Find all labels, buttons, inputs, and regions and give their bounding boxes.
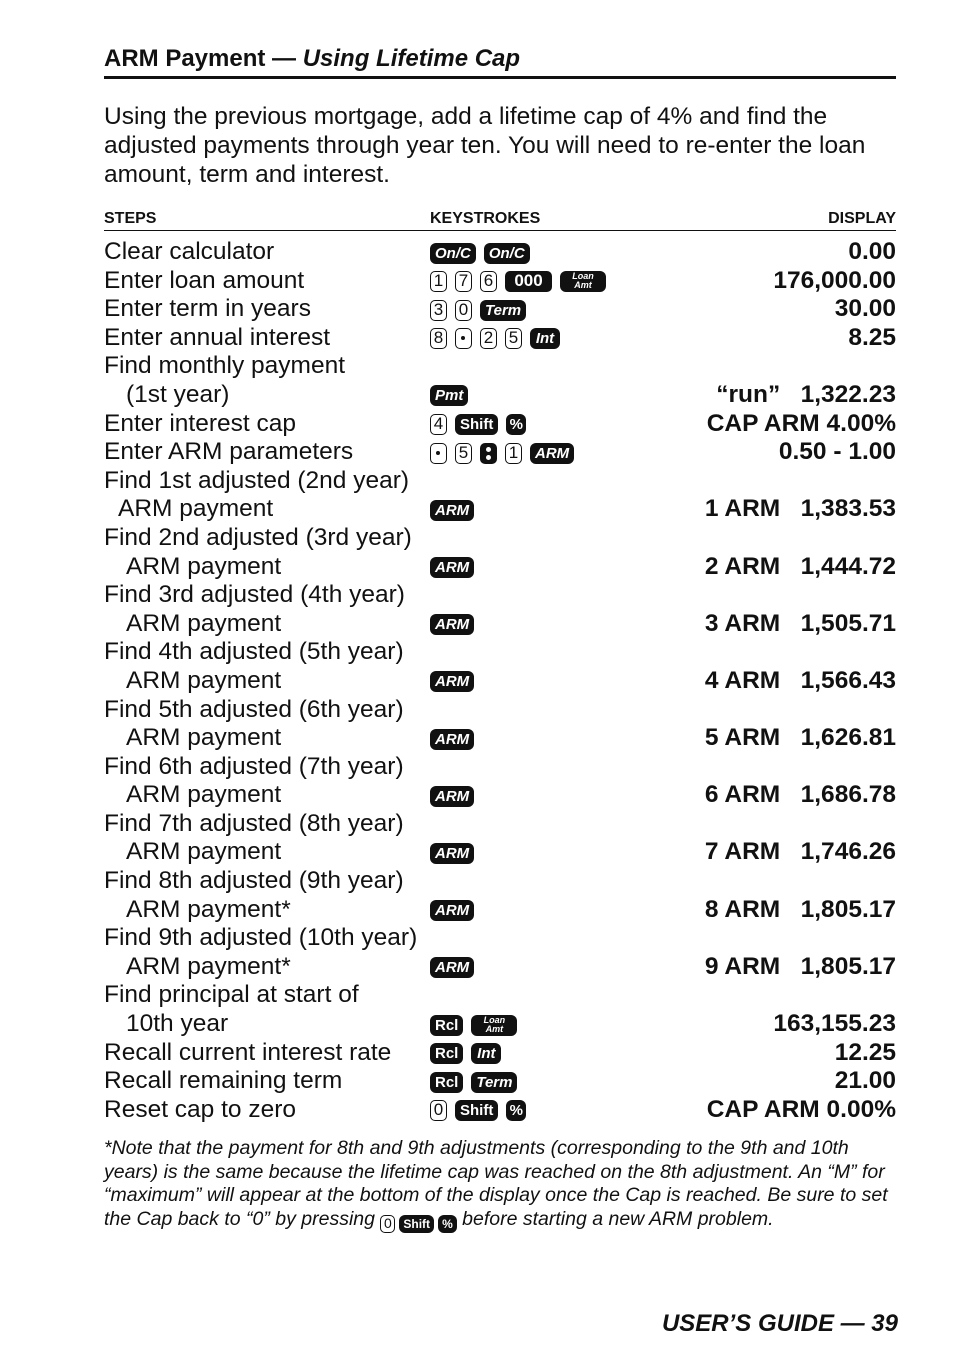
step-text: Find 5th adjusted (6th year)	[104, 695, 404, 723]
key-decimal-point	[455, 328, 472, 349]
page-footer: USER’S GUIDE — 39	[661, 1310, 898, 1337]
table-row	[104, 324, 896, 353]
table-row	[104, 638, 896, 667]
key-0: 0	[430, 1100, 447, 1121]
table-row	[104, 924, 896, 953]
step-text: Find 6th adjusted (7th year)	[104, 752, 404, 780]
key-colon-separator	[480, 443, 497, 464]
table-row	[104, 953, 896, 982]
step-text: ARM payment*	[126, 952, 291, 980]
display-value: 5 ARM 1,626.81	[704, 724, 896, 752]
step-text: Find principal at start of	[104, 981, 359, 1009]
step-text: 10th year	[126, 1010, 229, 1038]
display-value: 163,155.23	[773, 1010, 896, 1038]
key-0: 0	[380, 1215, 395, 1233]
keystrokes	[430, 784, 474, 808]
step-text: ARM payment	[126, 724, 282, 752]
table-row	[104, 838, 896, 867]
display-value: 8 ARM 1,805.17	[704, 895, 896, 923]
key-loan-label: Loan	[572, 271, 594, 282]
key-term: Term	[471, 1072, 517, 1093]
table-row	[104, 581, 896, 610]
display-value: 8.25	[848, 323, 896, 351]
display-value: 3 ARM 1,505.71	[704, 609, 896, 637]
keystrokes	[430, 956, 474, 980]
table-row	[104, 410, 896, 439]
table-row	[104, 1039, 896, 1068]
keystrokes	[430, 441, 574, 465]
footnote-keys	[380, 1215, 456, 1233]
keystrokes	[430, 298, 526, 322]
keystrokes	[430, 413, 526, 437]
keystrokes	[430, 384, 468, 408]
keystrokes	[430, 1042, 501, 1066]
step-text: ARM payment	[118, 495, 274, 523]
key-rcl: Rcl	[430, 1015, 463, 1036]
keystrokes	[430, 1070, 517, 1094]
display-value: 9 ARM 1,805.17	[704, 952, 896, 980]
key-arm: ARM	[430, 957, 474, 978]
table-row	[104, 438, 896, 467]
key-loan-amt	[471, 1015, 517, 1036]
key-rcl: Rcl	[430, 1072, 463, 1093]
display-value: 2 ARM 1,444.72	[704, 552, 896, 580]
table-row	[104, 1010, 896, 1039]
step-text: ARM payment	[126, 609, 282, 637]
key-7: 7	[455, 271, 472, 292]
table-row	[104, 781, 896, 810]
key-arm: ARM	[430, 843, 474, 864]
key-1: 1	[430, 271, 447, 292]
keystrokes	[430, 270, 606, 294]
intro-paragraph: Using the previous mortgage, add a lifetime cap of 4% and find the adjusted payments through year ten. You will need to re-enter the loan amount, term and interest.	[104, 103, 866, 188]
display-value: 7 ARM 1,746.26	[704, 838, 896, 866]
display-value: 12.25	[834, 1038, 896, 1066]
display-value: 1 ARM 1,383.53	[704, 495, 896, 523]
key-8: 8	[430, 328, 447, 349]
footnote	[104, 1137, 904, 1233]
display-value: 30.00	[834, 295, 896, 323]
col-display: DISPLAY	[828, 210, 896, 227]
key-arm: ARM	[430, 729, 474, 750]
key-6: 6	[480, 271, 497, 292]
key-arm: ARM	[430, 500, 474, 521]
table-row	[104, 753, 896, 782]
table-row	[104, 524, 896, 553]
table-row	[104, 381, 896, 410]
key-decimal-point	[430, 443, 447, 464]
key-0: 0	[455, 300, 472, 321]
display-value: 21.00	[834, 1067, 896, 1095]
table-row	[104, 553, 896, 582]
step-text: Recall current interest rate	[104, 1038, 392, 1066]
table-row	[104, 495, 896, 524]
step-text: Find 2nd adjusted (3rd year)	[104, 523, 412, 551]
table-row	[104, 267, 896, 296]
step-text: Find 3rd adjusted (4th year)	[104, 581, 405, 609]
heading-main: ARM Payment —	[104, 45, 303, 72]
keystrokes	[430, 841, 474, 865]
footnote-text-before: *Note that the payment for 8th and 9th adjustments (corresponding to the 9th and 10th years) is the same because the lifetime cap was reached on the 8th adjustment. An “M” for “maximum” will appear at the bottom of the display once the Cap is reached. Be sure to set the Cap back to “0” by pressing	[104, 1137, 888, 1230]
key-arm: ARM	[430, 900, 474, 921]
heading-sub: Using Lifetime Cap	[302, 45, 521, 72]
key-loan-label: Loan	[483, 1014, 506, 1025]
table-row	[104, 981, 896, 1010]
table-row	[104, 696, 896, 725]
keystrokes	[430, 498, 474, 522]
col-keystrokes: KEYSTROKES	[430, 210, 541, 227]
table-row	[104, 1096, 896, 1125]
key-2: 2	[480, 328, 497, 349]
step-text: Find 1st adjusted (2nd year)	[104, 466, 410, 494]
table-row	[104, 352, 896, 381]
step-text: Recall remaining term	[104, 1067, 343, 1095]
step-text: Find 7th adjusted (8th year)	[104, 809, 404, 837]
table-header	[104, 208, 896, 231]
key-loan-amt	[560, 271, 606, 292]
display-value: CAP ARM 4.00%	[706, 409, 896, 437]
keystrokes	[430, 670, 474, 694]
step-text: (1st year)	[126, 380, 230, 408]
table-row	[104, 238, 896, 267]
key-term: Term	[480, 300, 526, 321]
display-value: 6 ARM 1,686.78	[704, 781, 896, 809]
key-arm: ARM	[430, 671, 474, 692]
steps-table	[104, 238, 896, 1124]
step-text: Clear calculator	[104, 238, 275, 265]
key-pmt: Pmt	[430, 385, 468, 406]
key-4: 4	[430, 414, 447, 435]
table-row	[104, 896, 896, 925]
keystrokes	[430, 1013, 517, 1037]
step-text: ARM payment	[126, 552, 282, 580]
key-arm: ARM	[430, 786, 474, 807]
table-row	[104, 295, 896, 324]
key-1: 1	[505, 443, 522, 464]
table-row	[104, 724, 896, 753]
keystrokes	[430, 241, 530, 265]
display-value: 176,000.00	[773, 266, 896, 294]
step-text: Enter term in years	[104, 295, 311, 323]
key-5: 5	[505, 328, 522, 349]
step-text: ARM payment*	[126, 895, 291, 923]
step-text: Find 8th adjusted (9th year)	[104, 867, 404, 895]
key-int: Int	[471, 1043, 501, 1064]
step-text: Find 9th adjusted (10th year)	[104, 924, 418, 952]
display-value: “run” 1,322.23	[716, 380, 896, 408]
step-text: ARM payment	[126, 838, 282, 866]
key-int: Int	[530, 328, 560, 349]
key-percent: %	[438, 1215, 457, 1233]
keystrokes	[430, 1099, 526, 1123]
key-arm: ARM	[430, 557, 474, 578]
table-row	[104, 1067, 896, 1096]
key-amt-label: Amt	[574, 280, 592, 291]
table-row	[104, 467, 896, 496]
step-text: Find monthly payment	[104, 352, 346, 380]
key-percent: %	[506, 1100, 526, 1121]
key-shift: Shift	[399, 1215, 434, 1233]
key-arm: ARM	[530, 443, 574, 464]
table-row	[104, 867, 896, 896]
key-onc: On/C	[430, 243, 476, 264]
display-value: 4 ARM 1,566.43	[704, 666, 896, 694]
step-text: ARM payment	[126, 781, 282, 809]
key-percent: %	[506, 414, 526, 435]
step-text: Enter annual interest	[104, 323, 331, 351]
display-value: CAP ARM 0.00%	[706, 1095, 896, 1123]
key-amt-label: Amt	[485, 1023, 504, 1034]
key-arm: ARM	[430, 614, 474, 635]
display-value: 0.00	[848, 238, 896, 265]
key-3: 3	[430, 300, 447, 321]
key-onc: On/C	[484, 243, 530, 264]
keystrokes	[430, 899, 474, 923]
key-000: 000	[505, 271, 552, 292]
key-rcl: Rcl	[430, 1043, 463, 1064]
keystrokes	[430, 727, 474, 751]
step-text: Enter loan amount	[104, 266, 305, 294]
step-text: Find 4th adjusted (5th year)	[104, 638, 404, 666]
step-text: Enter interest cap	[104, 409, 297, 437]
section-heading	[104, 44, 896, 79]
step-text: ARM payment	[126, 666, 282, 694]
step-text: Enter ARM parameters	[104, 438, 354, 466]
keystrokes	[430, 327, 560, 351]
keystrokes	[430, 556, 474, 580]
step-text: Reset cap to zero	[104, 1095, 297, 1123]
display-value: 0.50 - 1.00	[778, 438, 896, 466]
key-shift: Shift	[455, 1100, 498, 1121]
footnote-text-after: before starting a new ARM problem.	[456, 1207, 774, 1230]
key-5: 5	[455, 443, 472, 464]
table-row	[104, 610, 896, 639]
keystrokes	[430, 613, 474, 637]
key-shift: Shift	[455, 414, 498, 435]
table-row	[104, 667, 896, 696]
table-row	[104, 810, 896, 839]
col-steps: STEPS	[104, 210, 157, 227]
